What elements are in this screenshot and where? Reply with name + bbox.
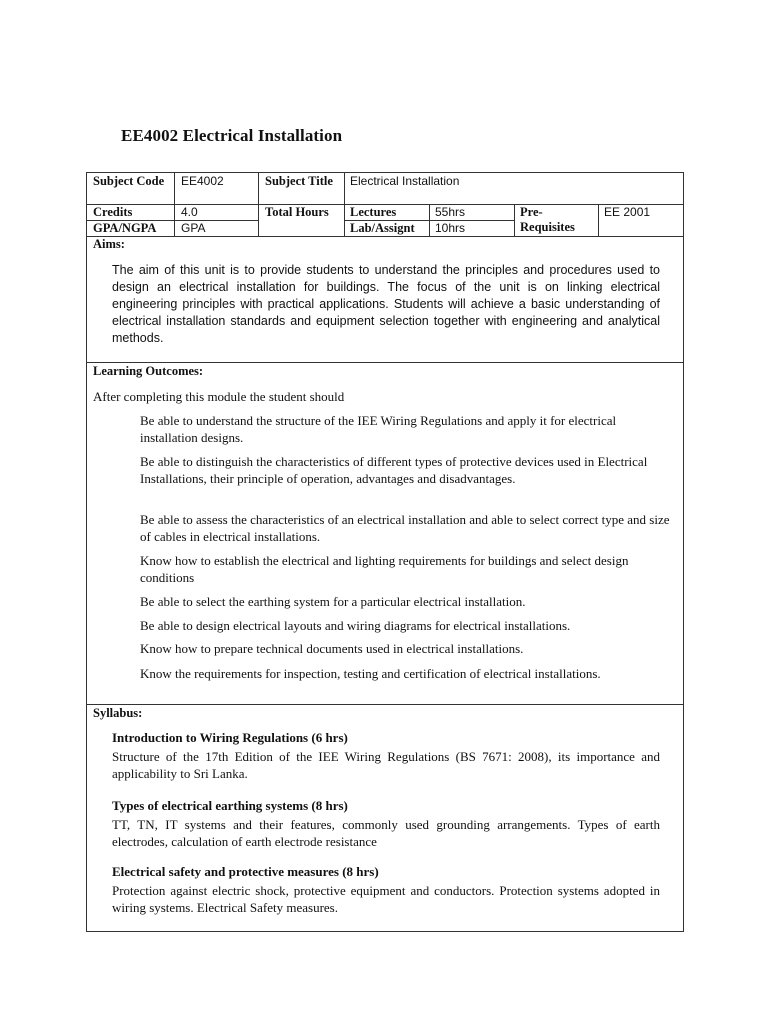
learning-outcome-item: Know the requirements for inspection, testing and certification of electrical installations. (140, 666, 601, 681)
syllabus-section-body: Structure of the 17th Edition of the IEE Wiring Regulations (BS 7671: 2008), its importance and applicability to Sri Lanka. (112, 749, 660, 781)
divider (344, 173, 345, 236)
learning-outcomes-intro: After completing this module the student should (93, 389, 345, 404)
divider (87, 236, 683, 237)
page-title: EE4002 Electrical Installation (121, 126, 343, 145)
learning-outcome-item: Be able to assess the characteristics of an electrical installation and able to select correct type and size of cables in electrical installations. (140, 512, 670, 544)
learning-outcome-item: Be able to design electrical layouts and wiring diagrams for electrical installations. (140, 618, 571, 633)
divider (514, 204, 515, 236)
syllabus-section-body: Protection against electric shock, protective equipment and conductors. Protection systems adopted in wiring systems. Electrical Safety measures. (112, 883, 660, 915)
divider (598, 204, 599, 236)
subject-code-value: EE4002 (181, 174, 224, 188)
gpa-value: GPA (181, 221, 206, 235)
lab-value: 10hrs (435, 221, 466, 235)
syllabus-section-title: Electrical safety and protective measures (8 hrs) (112, 864, 379, 879)
credits-label: Credits (93, 205, 133, 219)
syllabus-section-title: Types of electrical earthing systems (8 hrs) (112, 798, 348, 813)
divider (87, 704, 683, 705)
divider (429, 204, 430, 236)
lectures-label: Lectures (350, 205, 397, 219)
credits-value: 4.0 (181, 205, 198, 219)
gpa-label: GPA/NGPA (93, 221, 157, 235)
learning-outcome-item: Be able to select the earthing system for a particular electrical installation. (140, 594, 526, 609)
prereq-value: EE 2001 (604, 205, 651, 219)
aims-label: Aims: (93, 237, 125, 251)
lectures-value: 55hrs (435, 205, 466, 219)
subject-title-label: Subject Title (265, 174, 333, 188)
lab-label: Lab/Assignt (350, 221, 415, 235)
syllabus-label: Syllabus: (93, 706, 143, 720)
learning-outcome-item: Know how to establish the electrical and lighting requirements for buildings and select design conditions (140, 553, 629, 585)
aims-text: The aim of this unit is to provide students to understand the principles and procedures used to design an electrical installation for buildings. The focus of the unit is on linking electrical engineering principles with practical applications. Students will achieve a basic understanding of electrical installation standards and equipment selection together with engineering and analytical methods. (112, 263, 660, 345)
learning-outcomes-label: Learning Outcomes: (93, 364, 204, 378)
divider (258, 173, 259, 236)
subject-code-label: Subject Code (93, 174, 165, 188)
total-hours-label: Total Hours (265, 205, 329, 219)
prereq-label: Pre-Requisites (520, 205, 575, 234)
learning-outcome-item: Know how to prepare technical documents used in electrical installations. (140, 641, 524, 656)
course-table (86, 172, 684, 932)
learning-outcome-item: Be able to distinguish the characteristics of different types of protective devices used in Electrical Installations, their principle of operation, advantages and disadvantages. (140, 454, 648, 486)
learning-outcome-item: Be able to understand the structure of the IEE Wiring Regulations and apply it for electrical installation designs. (140, 413, 617, 445)
divider (174, 173, 175, 236)
syllabus-section-body: TT, TN, IT systems and their features, commonly used grounding arrangements. Types of earth electrodes, calculation of earth electrode resistance (112, 817, 660, 849)
divider (87, 362, 683, 363)
subject-title-value: Electrical Installation (350, 174, 460, 188)
syllabus-section-title: Introduction to Wiring Regulations (6 hrs) (112, 730, 348, 745)
